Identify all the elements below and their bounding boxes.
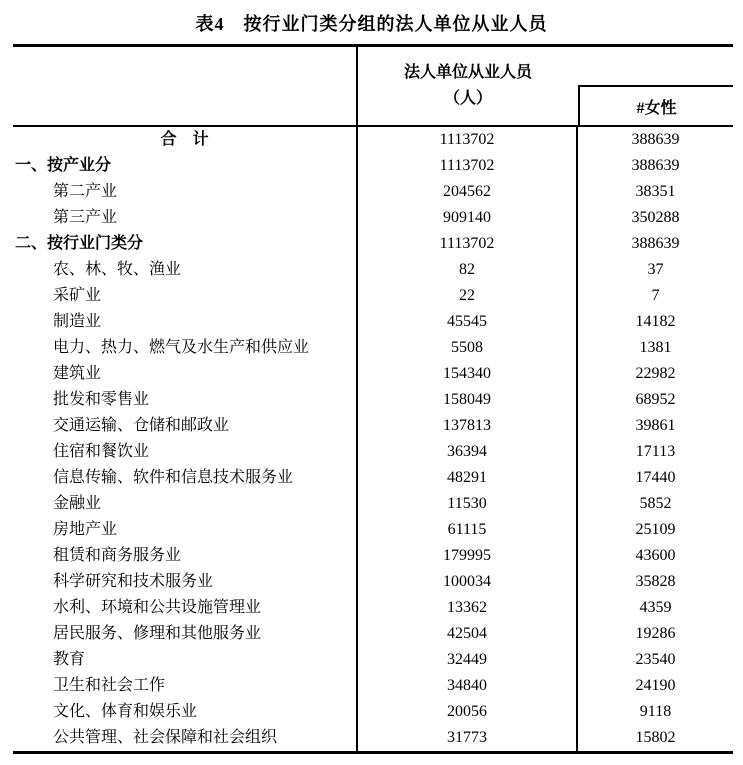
- row-label: 一、按产业分: [13, 153, 358, 179]
- row-label: 房地产业: [13, 517, 358, 543]
- row-label: 批发和零售业: [13, 387, 358, 413]
- table-row: [13, 673, 733, 699]
- cell-female: 17113: [635, 443, 676, 460]
- table-row: [13, 699, 733, 725]
- cell-female: 43600: [635, 547, 676, 564]
- cell-total: 20056: [358, 699, 578, 725]
- header-female-column: [578, 47, 733, 125]
- table-body: [13, 127, 733, 751]
- row-label: 建筑业: [13, 361, 358, 387]
- table-header: [13, 47, 733, 127]
- table-row: [13, 257, 733, 283]
- cell-female: 14182: [635, 313, 676, 330]
- table-title: 表4 按行业门类分组的法人单位从业人员: [195, 14, 548, 34]
- cell-total: 48291: [358, 465, 578, 491]
- cell-female: 24190: [635, 677, 676, 694]
- cell-total: 179995: [358, 543, 578, 569]
- cell-female: 15802: [635, 729, 676, 746]
- row-label: 水利、环境和公共设施管理业: [13, 595, 358, 621]
- cell-female: 388639: [631, 131, 680, 148]
- row-label: 合 计: [13, 127, 358, 153]
- row-label: 教育: [13, 647, 358, 673]
- table-row: [13, 153, 733, 179]
- cell-female: 35828: [635, 573, 676, 590]
- cell-total: 137813: [358, 413, 578, 439]
- table-row: [13, 543, 733, 569]
- table-row: [13, 595, 733, 621]
- table-row: [13, 387, 733, 413]
- cell-total: 31773: [358, 725, 578, 751]
- cell-total: 204562: [358, 179, 578, 205]
- table-row: [13, 413, 733, 439]
- cell-female: 388639: [631, 235, 680, 252]
- cell-total: 22: [358, 283, 578, 309]
- header-female-label: #女性: [578, 85, 733, 125]
- row-label: 制造业: [13, 309, 358, 335]
- header-female-spacer: [578, 47, 733, 85]
- table-row: [13, 283, 733, 309]
- table-row: [13, 439, 733, 465]
- row-label: 交通运输、仓储和邮政业: [13, 413, 358, 439]
- row-label: 居民服务、修理和其他服务业: [13, 621, 358, 647]
- cell-total: 1113702: [358, 153, 578, 179]
- table-row: [13, 621, 733, 647]
- cell-total: 1113702: [358, 127, 578, 153]
- table-row: [13, 205, 733, 231]
- header-stub-cell: [13, 47, 358, 125]
- cell-total: 45545: [358, 309, 578, 335]
- cell-total: 82: [358, 257, 578, 283]
- row-label: 科学研究和技术服务业: [13, 569, 358, 595]
- cell-total: 909140: [358, 205, 578, 231]
- cell-female: 17440: [635, 469, 676, 486]
- row-label: 信息传输、软件和信息技术服务业: [13, 465, 358, 491]
- table-row: [13, 127, 733, 153]
- cell-female: 23540: [635, 651, 676, 668]
- row-label: 农、林、牧、渔业: [13, 257, 358, 283]
- row-label: 二、按行业门类分: [13, 231, 358, 257]
- row-label: 金融业: [13, 491, 358, 517]
- cell-female: 7: [651, 287, 660, 304]
- cell-total: 13362: [358, 595, 578, 621]
- header-total-column: [358, 47, 578, 125]
- cell-female: 25109: [635, 521, 676, 538]
- cell-female: 37: [647, 261, 664, 278]
- table-row: [13, 569, 733, 595]
- cell-total: 5508: [358, 335, 578, 361]
- row-label: 公共管理、社会保障和社会组织: [13, 725, 358, 751]
- row-label: 文化、体育和娱乐业: [13, 699, 358, 725]
- cell-female: 350288: [631, 209, 680, 226]
- table-row: [13, 725, 733, 751]
- cell-female: 5852: [639, 495, 672, 512]
- table-row: [13, 231, 733, 257]
- cell-female: 22982: [635, 365, 676, 382]
- cell-female: 388639: [631, 157, 680, 174]
- row-label: 租赁和商务服务业: [13, 543, 358, 569]
- table-row: [13, 647, 733, 673]
- row-label: 电力、热力、燃气及水生产和供应业: [13, 335, 358, 361]
- cell-total: 42504: [358, 621, 578, 647]
- cell-total: 158049: [358, 387, 578, 413]
- row-label: 第二产业: [13, 179, 358, 205]
- cell-female: 68952: [635, 391, 676, 408]
- cell-female: 9118: [639, 703, 672, 720]
- table-row: [13, 465, 733, 491]
- cell-total: 11530: [358, 491, 578, 517]
- cell-female: 4359: [639, 599, 672, 616]
- cell-total: 32449: [358, 647, 578, 673]
- cell-female: 19286: [635, 625, 676, 642]
- cell-total: 34840: [358, 673, 578, 699]
- table-row: [13, 335, 733, 361]
- cell-female: 38351: [635, 183, 676, 200]
- table-row: [13, 361, 733, 387]
- cell-total: 100034: [358, 569, 578, 595]
- table-row: [13, 491, 733, 517]
- header-total-line1: 法人单位从业人员: [403, 64, 532, 81]
- row-label: 卫生和社会工作: [13, 673, 358, 699]
- statistics-table: [13, 44, 733, 754]
- row-label: 采矿业: [13, 283, 358, 309]
- cell-total: 1113702: [358, 231, 578, 257]
- cell-female: 1381: [639, 339, 672, 356]
- cell-total: 36394: [358, 439, 578, 465]
- table-row: [13, 309, 733, 335]
- table-row: [13, 179, 733, 205]
- row-label: 第三产业: [13, 205, 358, 231]
- cell-total: 61115: [358, 517, 578, 543]
- table-row: [13, 517, 733, 543]
- row-label: 住宿和餐饮业: [13, 439, 358, 465]
- cell-female: 39861: [635, 417, 676, 434]
- cell-total: 154340: [358, 361, 578, 387]
- header-total-line2: （人）: [443, 90, 492, 107]
